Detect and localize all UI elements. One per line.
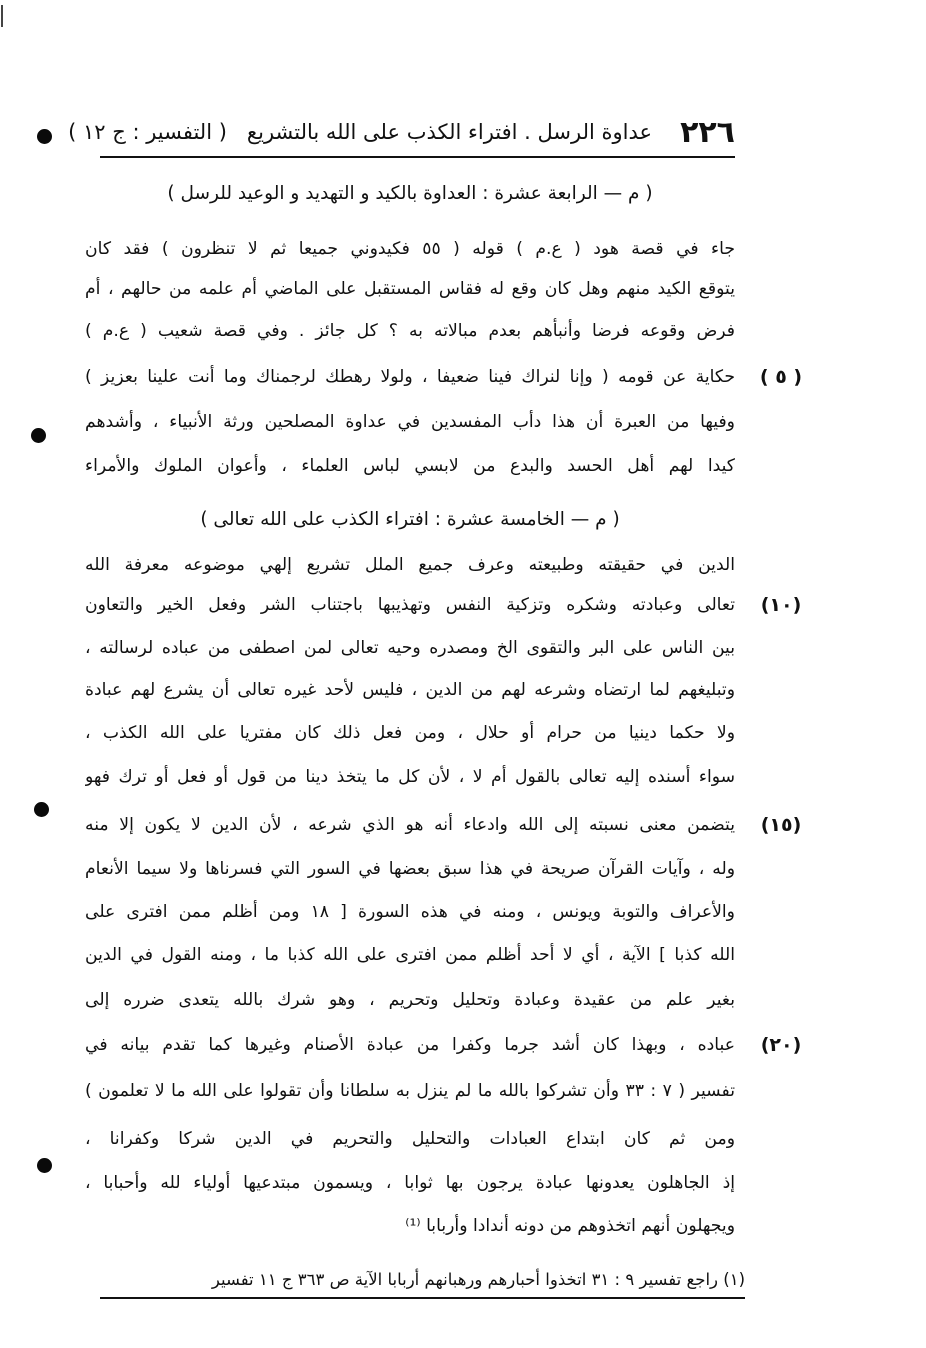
- text-line: والأعراف والتوبة ويونس ، ومنه في هذه السورة [ ١٨ ومن أظلم ممن افترى على: [85, 902, 735, 922]
- section-reference: ( التفسير : ج ١٢ ): [68, 120, 227, 144]
- text-line: جاء في قصة هود ( ع.م ) قوله ( ٥٥ فكيدوني جميعا ثم لا تنظرون ) فقد كان: [85, 239, 735, 259]
- text-line: تعالى وعبادته وشكره وتزكية النفس وتهذيبها باجتناب الشر وفعل الخير والتعاون: [85, 595, 735, 615]
- text-line: ويجهلون أنهم اتخذوهم من دونه أندادا وأربابا ⁽¹⁾: [405, 1216, 735, 1236]
- text-line: سواء أسنده إليه تعالى بالقول أم لا ، لأن كل ما يتخذ دينا من قول أو فعل أو ترك فهو: [85, 767, 735, 787]
- line-number-5: ( ٥ ): [759, 366, 803, 388]
- line-number-10: (١٠): [760, 594, 802, 616]
- bullet-dot-icon: [37, 129, 52, 144]
- line-number-20: (٢٠): [760, 1034, 802, 1056]
- text-line: يتوقع الكيد منهم وهل كان وقع له فقاس المستقبل على الماضي أم علمه من حالهم ، أم: [85, 279, 735, 299]
- bullet-dot-icon: [34, 802, 49, 817]
- text-line: حكاية عن قومه ( وإنا لنراك فينا ضعيفا ، ولولا رهطك لرجمناك وما أنت علينا بعزيز ): [85, 367, 735, 387]
- text-line: كيدا لهم أهل الحسد والبدع من لابسي لباس العلماء ، وأعوان الملوك والأمراء: [85, 456, 735, 476]
- text-line: الله كذبا ] الآية ، أي لا أحد أظلم ممن افترى على الله كذبا ما ، ومنه القول في الدين: [85, 945, 735, 965]
- text-line: بغير علم من عقيدة وعبادة وتحليل وتحريم ، وهو شرك بالله يتعدى ضرره إلى: [85, 990, 735, 1010]
- text-line: عباده ، وبهذا كان أشد جرما وكفرا من عبادة الأصنام وغيرها كما تقدم بيانه في: [85, 1035, 735, 1055]
- footnote: (١) راجع تفسير ٩ : ٣١ اتخذوا أحبارهم ورهبانهم أربابا الآية ص ٣٦٣ ج ١١ تفسير: [100, 1263, 745, 1299]
- text-line: ومن ثم كان ابتداع العبادات والتحليل والتحريم في الدين شركا وكفرانا ،: [85, 1129, 735, 1149]
- header-rule: [100, 156, 735, 158]
- text-line: بين الناس على البر والتقوى الخ ومصدره وحيه تعالى لمن اصطفى من عباده لرسالته ،: [85, 638, 735, 658]
- section-heading-15: ( م — الخامسة عشرة : افتراء الكذب على الله تعالى ): [200, 509, 620, 530]
- running-header: [68, 112, 735, 152]
- bullet-dot-icon: [37, 1158, 52, 1173]
- text-line: وله ، وآيات القرآن صريحة في هذا سبق بعضها في السور التي فسرناها ولا سيما الأنعام: [85, 859, 735, 879]
- scan-edge-mark: [1, 5, 3, 27]
- section-heading-14: ( م — الرابعة عشرة : العداوة بالكيد و التهديد و الوعيد للرسل ): [167, 183, 653, 204]
- text-line: الدين في حقيقته وطبيعته وعرف جميع الملل تشريع إلهي موضوعه معرفة الله: [85, 555, 735, 575]
- text-line: ولا حكما دينيا من حرام أو حلال ، ومن فعل ذلك كان مفتريا على الله الكذب ،: [85, 723, 735, 743]
- text-line: فرض وقوعه فرضا وأنبأهم بعدم مبالاته به ؟ كل جائز . وفي قصة شعيب ( ع.م ): [85, 321, 735, 341]
- text-line: تفسير ( ٧ : ٣٣ وأن تشركوا بالله ما لم ينزل به سلطانا وأن تقولوا على الله ما لا تعلمون ): [85, 1081, 735, 1101]
- text-line: وفيها من العبرة أن هذا دأب المفسدين في عداوة المصلحين ورثة الأنبياء ، وأشدهم: [85, 412, 735, 432]
- bullet-dot-icon: [31, 428, 46, 443]
- text-line: يتضمن معنى نسبته إلى الله وادعاء أنه هو الذي شرعه ، لأن الدين لا يكون إلا منه: [85, 815, 735, 835]
- page-number: ٢٢٦: [680, 114, 735, 150]
- text-line: وتبليغهم لما ارتضاه وشرعه لهم من الدين ، فليس لأحد غيره تعالى أن يشرع لهم عبادة: [85, 680, 735, 700]
- running-title: عداوة الرسل . افتراء الكذب على الله بالتشريع: [246, 120, 653, 144]
- text-line: إذ الجاهلون يعدونها عبادة يرجون بها ثوابا ، ويسمون مبتدعيها أولياء لله وأحبابا ،: [85, 1173, 735, 1193]
- line-number-15: (١٥): [760, 814, 802, 836]
